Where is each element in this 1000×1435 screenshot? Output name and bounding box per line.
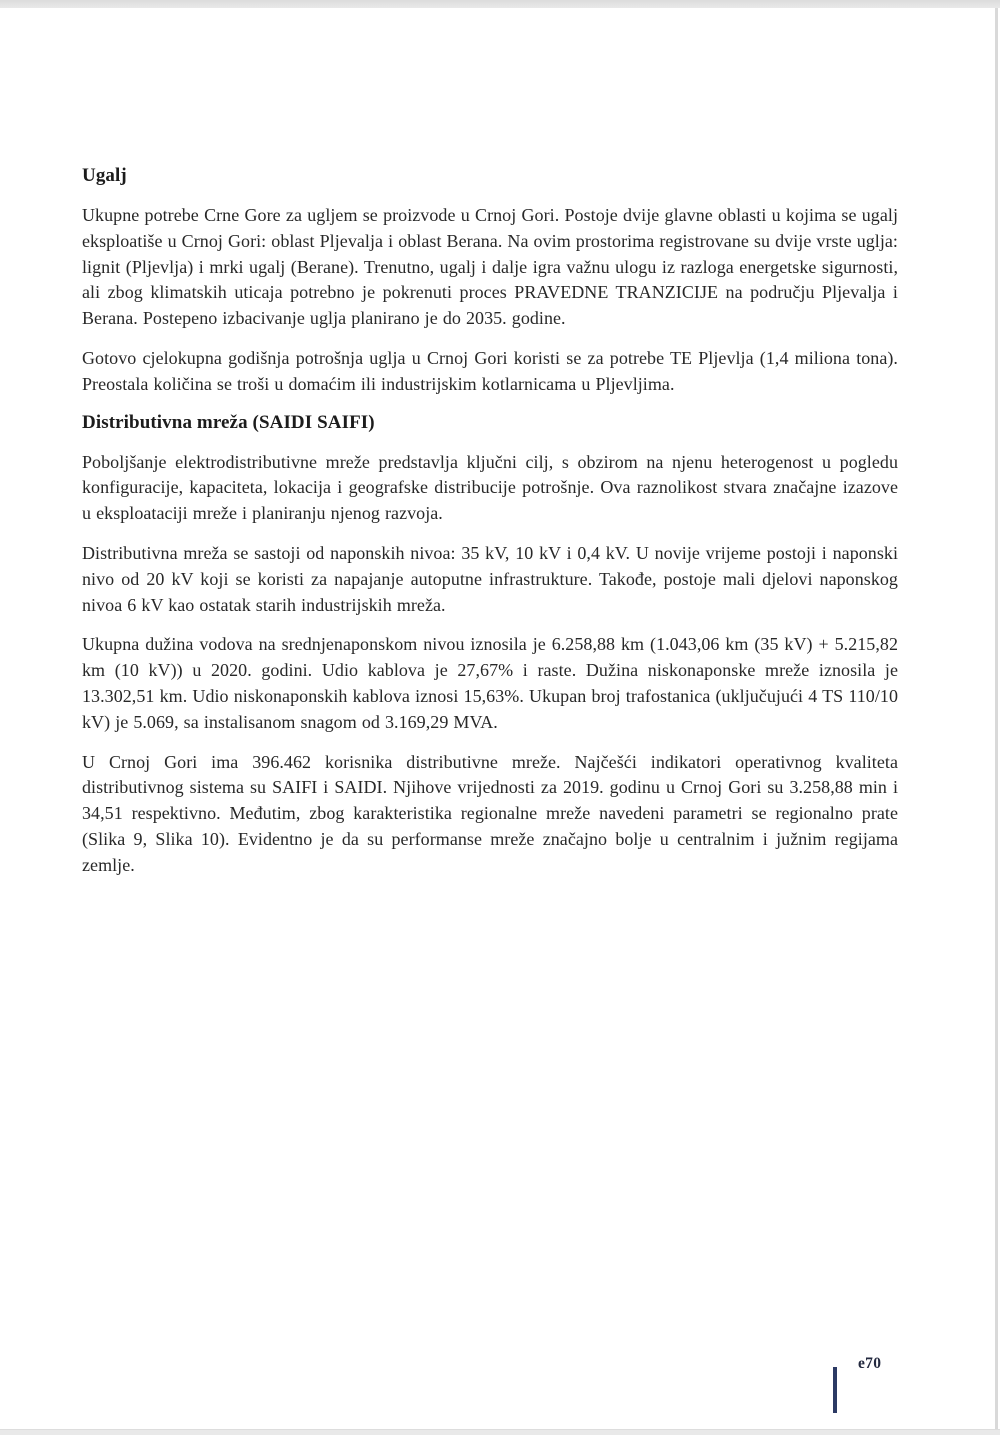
paragraph-coal-consumption: Gotovo cjelokupna godišnja potrošnja uglja u Crnoj Gori koristi se za potrebe TE Pljevlja (1,4 miliona tona). Preostala količina se troši u domaćim ili industrijskim kotlarnicama u Pljevljima. — [82, 347, 898, 394]
section-heading-distribution-network: Distributivna mreža (SAIDI SAIFI) — [82, 411, 375, 433]
paragraph-network-improvement: Poboljšanje elektrodistributivne mreže predstavlja ključni cilj, s obzirom na njenu heterogenost u pogledu konfiguracije, kapaciteta, lokacija i geografske distribucije potrošnje. Ova raznolikost stvara značajne izazove u eksploataciji mreže i planiranju njenog razvoja. — [82, 451, 898, 524]
paragraph-network-length: Ukupna dužina vodova na srednjenaponskom nivou iznosila je 6.258,88 km (1.043,06 km (35 kV) + 5.215,82 km (10 kV)) u 2020. godini. Udio kablova je 27,67% i raste. Dužina niskonaponske mreže iznosila je 13.302,51 km. Udio niskonaponskih kablova iznosi 15,63%. Ukupan broj trafostanica (uključujući 4 TS 110/10 kV) je 5.069, sa instalisanom snagom od 3.169,29 MVA. — [82, 634, 898, 732]
footer-accent-bar — [833, 1367, 837, 1413]
section-heading-ugalj: Ugalj — [82, 165, 127, 186]
footer-page-number: e70 — [858, 1355, 882, 1372]
page-bottom-edge — [0, 1429, 1000, 1435]
page-right-edge — [995, 8, 998, 1429]
document-content — [82, 165, 898, 893]
paragraph-coal-overview: Ukupne potrebe Crne Gore za ugljem se proizvode u Crnoj Gori. Postoje dvije glavne oblasti u kojima se ugalj eksploatiše u Crnoj Gori: oblast Pljevalja i oblast Berana. Na ovim prostorima registrovane su dvije vrste uglja: lignit (Pljevlja) i mrki ugalj (Berane). Trenutno, ugalj i dalje igra važnu ulogu iz razloga energetske sigurnosti, ali zbog klimatskih uticaja potrebno je pokrenuti proces PRAVEDNE TRANZICIJE na području Pljevalja i Berana. Postepeno izbacivanje uglja planirano je do 2035. godine. — [82, 205, 898, 329]
paragraph-voltage-levels: Distributivna mreža se sastoji od naponskih nivoa: 35 kV, 10 kV i 0,4 kV. U novije vrijeme postoji i naponski nivo od 20 kV koji se koristi za napajanje autoputne infrastrukture. Takođe, postoje mali djelovi naponskog nivoa 6 kV kao ostatak starih industrijskih mreža. — [82, 542, 898, 615]
page-top-edge — [0, 0, 1000, 8]
paragraph-saifi-saidi-values: U Crnoj Gori ima 396.462 korisnika distributivne mreže. Najčešći indikatori operativnog kvaliteta distributivnog sistema su SAIFI i SAIDI. Njihove vrijednosti za 2019. godinu u Crnoj Gori su 3.258,88 min i 34,51 respektivno. Međutim, zbog karakteristika regionalne mreže navedeni parametri se regionalno prate (Slika 9, Slika 10). Evidentno je da su performanse mreže značajno bolje u centralnim i južnim regijama zemlje. — [82, 751, 898, 875]
